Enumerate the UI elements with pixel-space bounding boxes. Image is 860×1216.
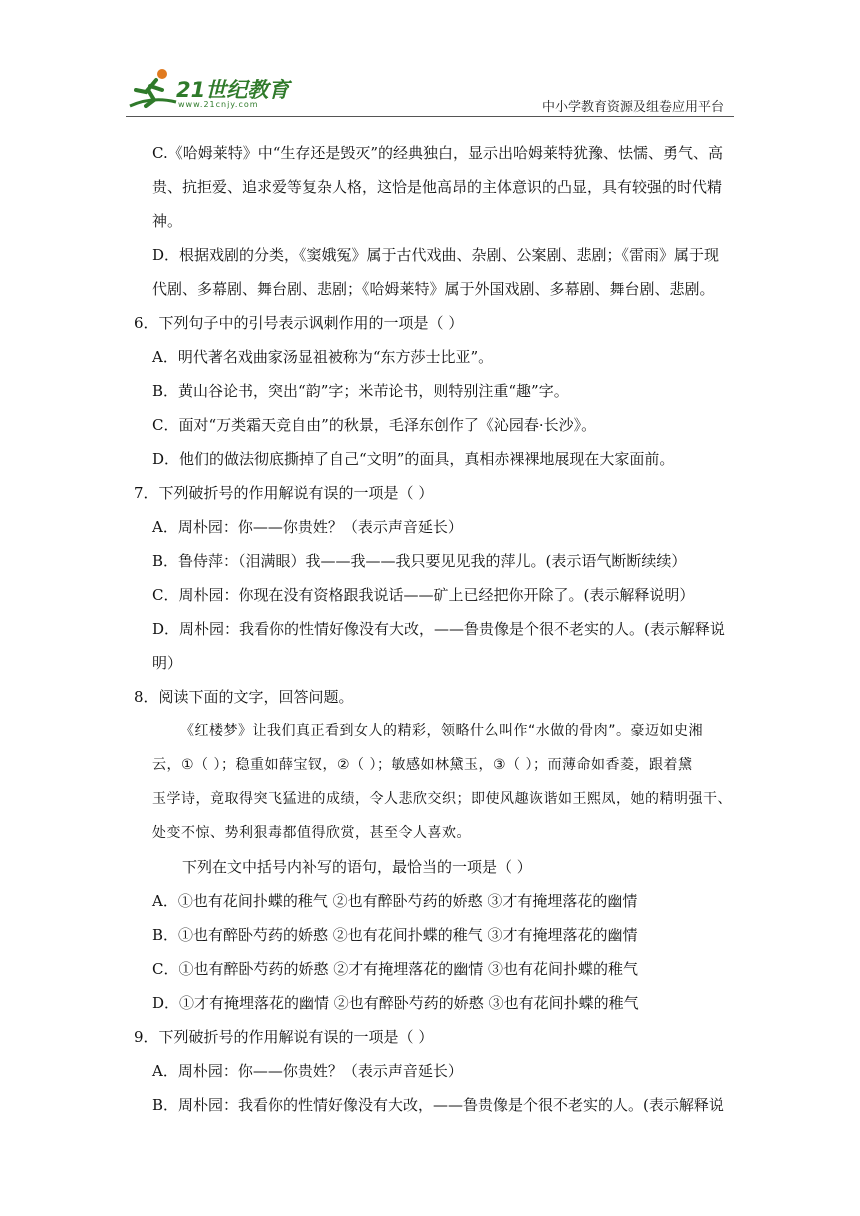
question-stem: 6．下列句子中的引号表示讽刺作用的一项是（ ） <box>134 314 464 332</box>
document-line: B．黄山谷论书，突出“韵”字；米芾论书，则特别注重“趣”字。 <box>152 382 569 400</box>
runner-icon <box>126 66 178 114</box>
document-line: A．明代著名戏曲家汤显祖被称为“东方莎士比亚”。 <box>152 348 494 366</box>
logo-text: 21世纪教育 <box>176 78 290 102</box>
document-line: 神。 <box>152 212 183 230</box>
document-line: C．①也有醉卧芍药的娇憨 ②才有掩埋落花的幽情 ③也有花间扑蝶的稚气 <box>152 960 639 978</box>
document-body <box>134 136 734 1122</box>
document-line: 明） <box>152 654 183 672</box>
document-line: C.《哈姆莱特》中“生存还是毁灭”的经典独白，显示出哈姆莱特犹豫、怯懦、勇气、高 <box>152 144 724 162</box>
document-line: A．周朴园：你——你贵姓？（表示声音延长） <box>152 1062 463 1080</box>
question-stem: 9．下列破折号的作用解说有误的一项是（ ） <box>134 1028 434 1046</box>
document-line: A．①也有花间扑蝶的稚气 ②也有醉卧芍药的娇憨 ③才有掩埋落花的幽情 <box>152 892 638 910</box>
document-line: 云，①（ ）；稳重如薛宝钗，②（ ）；敏感如林黛玉，③（ ）；而薄命如香菱，跟着黛 <box>152 757 693 773</box>
question-stem: 8．阅读下面的文字，回答问题。 <box>134 688 354 706</box>
document-line: C．面对“万类霜天竞自由”的秋景，毛泽东创作了《沁园春·长沙》。 <box>152 416 597 434</box>
document-line: 玉学诗，竟取得突飞猛进的成绩，令人悲欣交织；即使风趣诙谐如王熙凤，她的精明强干、 <box>152 791 732 807</box>
document-line: D．他们的做法彻底撕掉了自己“文明”的面具，真相赤裸裸地展现在大家面前。 <box>152 450 675 468</box>
document-line: D．①才有掩埋落花的幽情 ②也有醉卧芍药的娇憨 ③也有花间扑蝶的稚气 <box>152 994 639 1012</box>
document-line: B．鲁侍萍：（泪满眼）我——我——我只要见见我的萍儿。(表示语气断断续续） <box>152 552 687 570</box>
document-line: A．周朴园：你——你贵姓？（表示声音延长） <box>152 518 463 536</box>
page-header <box>0 0 860 122</box>
document-line: 下列在文中括号内补写的语句，最恰当的一项是（ ） <box>182 858 532 876</box>
document-line: 《红楼梦》让我们真正看到女人的精彩，领略什么叫作“水做的骨肉”。豪迈如史湘 <box>180 723 704 739</box>
document-line: D．周朴园：我看你的性情好像没有大改，——鲁贵像是个很不老实的人。(表示解释说 <box>152 620 725 638</box>
question-stem: 7．下列破折号的作用解说有误的一项是（ ） <box>134 484 434 502</box>
header-divider <box>126 116 734 117</box>
document-line: B．①也有醉卧芍药的娇憨 ②也有花间扑蝶的稚气 ③才有掩埋落花的幽情 <box>152 926 638 944</box>
logo-url: www.21cnjy.com <box>178 100 259 109</box>
document-line: 代剧、多幕剧、舞台剧、悲剧；《哈姆莱特》属于外国戏剧、多幕剧、舞台剧、悲剧。 <box>152 280 715 298</box>
document-line: C．周朴园：你现在没有资格跟我说话——矿上已经把你开除了。(表示解释说明） <box>152 586 695 604</box>
platform-name: 中小学教育资源及组卷应用平台 <box>541 100 724 115</box>
document-line: D．根据戏剧的分类，《窦娥冤》属于古代戏曲、杂剧、公案剧、悲剧；《雷雨》属于现 <box>152 246 720 264</box>
document-line: B．周朴园：我看你的性情好像没有大改，——鲁贵像是个很不老实的人。(表示解释说 <box>152 1096 724 1114</box>
logo <box>126 66 296 114</box>
document-line: 处变不惊、势利狠毒都值得欣赏，甚至令人喜欢。 <box>152 825 471 841</box>
document-line: 贵、抗拒爱、追求爱等复杂人格，这恰是他高昂的主体意识的凸显，具有较强的时代精 <box>152 178 723 196</box>
